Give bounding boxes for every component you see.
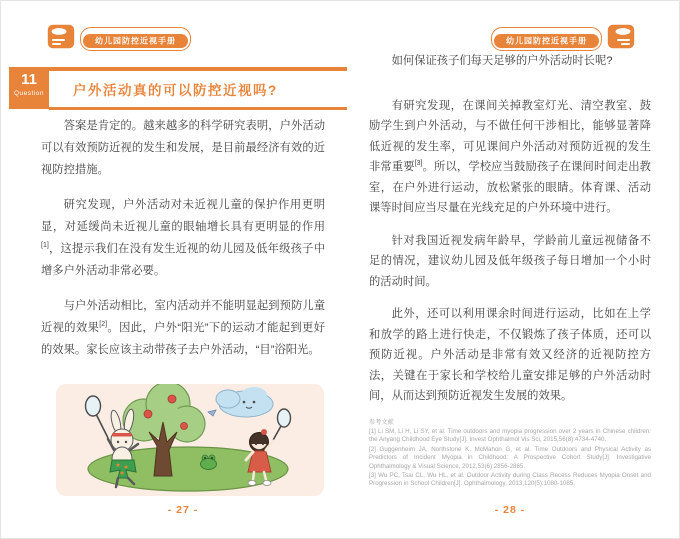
paragraph: 针对我国近视发病年龄早，学龄前儿童远视储备不足的情况，建议幼儿园及低年级孩子每日增加一个小时的活动时间。 [369,234,651,288]
shoe [263,481,271,486]
handbook-header-right [491,24,635,54]
handbook-title-pill [491,27,602,51]
reference-item: [2] Guggenheim JA, Northstone K, McMahon G, et al. Time Outdoors and Physical Activity as Predictors of Incident Myopia in Childhood: A Prospective Cohort Study[J]. Investigative Ophthalmology & Visual Science, 2012,53(6):2856-2865. [369,445,651,470]
handbook-header-left [47,24,191,54]
left-page-body [41,115,325,374]
book-icon [607,24,635,54]
chapter-badge [9,67,49,109]
references-section [369,419,651,489]
right-page-body [369,51,651,490]
citation-superscript: [1] [41,242,49,250]
paragraph: 答案是肯定的。越来越多的科学研究表明，户外活动可以有效预防近视的发生和发展，是目前最经济有效的近视防控措施。 [41,120,325,176]
page-title: 户外活动真的可以防控近视吗? [73,83,278,98]
shuttlecock [208,410,216,416]
badminton-racket [86,396,101,416]
racket-handle [96,414,108,438]
paragraph: 此外，还可以利用课余时间进行运动，比如在上学和放学的路上进行快走，不仅锻炼了孩子体质，还可以预防近视。户外活动是非常有效又经济的近视防控方法，关键在于家长和学校给儿童安排足够的户外活动时间，从而达到预防近视发生发展的效果。 [369,308,651,402]
reference-item: [1] Li SM, Li H, Li SY, et al. Time outdoors and myopia progression over 2 years in Chinese children: the Anyang Childhood Eye Study[J]. Invest Ophthalmol Vis Sci, 2015,56(8):4734-4740. [369,427,651,444]
badminton-racket [278,409,291,427]
cloud [208,387,273,417]
page-number-right: - 28 - [494,504,526,516]
handbook-title: 幼儿园防控近视手册 [83,34,188,48]
hair-bow [261,429,267,435]
outdoor-play-illustration [56,384,324,496]
book-icon [47,24,75,54]
paragraph: 有研究发现，在课间关掉教室灯光、清空教室、鼓励学生到户外活动，与不做任何干涉相比，能够显著降低近视的发生率，可见课间户外活动对预防近视的发生非常重要[3]。所以，学校应当鼓励孩子在课间时间走出教室，在户外进行运动，放松紧张的眼睛。体育课、活动课等时间应当尽量在光线充足的户外环境中进行。 [369,99,651,214]
apple [168,395,176,403]
paragraph: 与户外活动相比，室内活动并不能明显起到预防儿童近视的效果[2]。因此，户外“阳光”下的运动才能起到更好的效果。家长应该主动带孩子去户外活动，“目”浴阳光。 [41,300,325,356]
citation-superscript: [2] [99,321,108,329]
shoe [248,481,256,486]
handbook-title-pill [80,27,191,51]
references-title: 参考文献 [369,418,394,426]
reference-item: [3] Wu PC, Tsai CL, Wu HL, et al. Outdoor Activity during Class Recess Reduces Myopia Onset and Progression in School Children[J]. Ophthalmology, 2013,120(5):1080-1085. [369,471,651,488]
intro-question: 如何保证孩子们每天足够的户外活动时长呢? [391,55,613,67]
paragraph: 研究发现，户外活动对未近视儿童的保护作用更明显，对延缓尚未近视儿童的眼轴增长具有更明显的作用[1]，这提示我们在没有发生近视的幼儿园及低年级孩子中增多户外活动非常必要。 [41,199,325,277]
title-rule-bottom [49,107,347,110]
chapter-number: 11 [21,71,37,88]
citation-superscript: [3] [414,160,423,168]
headband [112,433,132,437]
chapter-label: Question [13,89,45,97]
section-title-bar [49,67,347,110]
apple [144,410,152,418]
apple [181,423,188,430]
page-number-left: - 27 - [167,504,199,516]
handbook-title: 幼儿园防控近视手册 [494,34,599,48]
